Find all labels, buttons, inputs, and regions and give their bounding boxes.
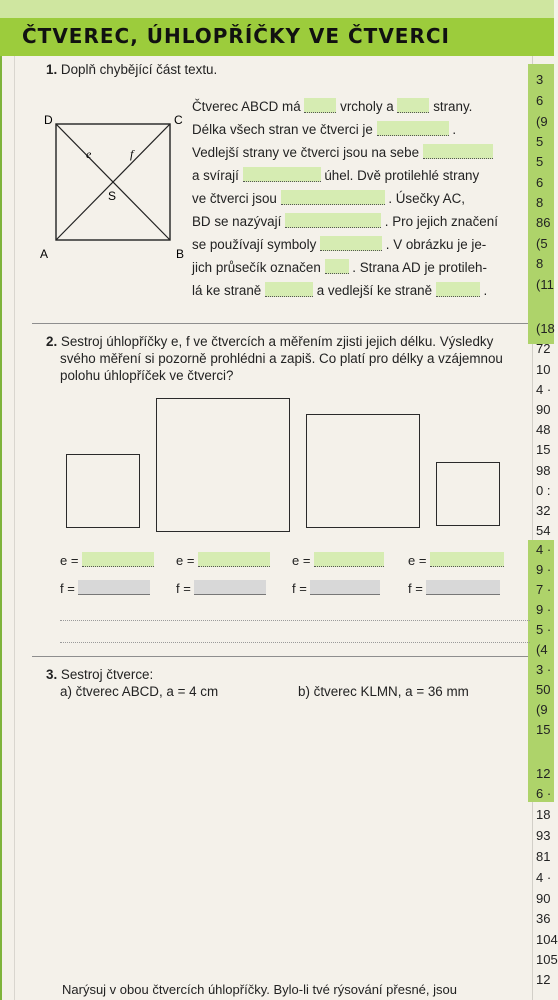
right-margin-number: 4 · (536, 870, 552, 885)
f-field-2 (176, 580, 266, 596)
ex1-blank-vertices[interactable] (304, 98, 336, 113)
ex1-blank-parallel[interactable] (281, 190, 385, 205)
ex1-line-6 (192, 213, 498, 229)
f-field-4 (408, 580, 500, 596)
right-margin-number: 104 (536, 932, 558, 947)
f-input-1[interactable] (78, 580, 150, 595)
f-input-4[interactable] (426, 580, 500, 595)
page-title: ČTVEREC, ÚHLOPŘÍČKY VE ČTVERCI (22, 24, 450, 48)
f-input-3[interactable] (310, 580, 380, 595)
left-margin-line (14, 56, 15, 1000)
e-label-1: e = (60, 553, 79, 568)
right-margin-number: 86 (536, 215, 551, 230)
top-band (0, 0, 554, 18)
right-margin-number: 3 (536, 72, 544, 87)
e-label-4: e = (408, 553, 427, 568)
right-margin-number: 5 (536, 154, 544, 169)
ex1-line-8-text-a: jich průsečík označen (192, 260, 321, 275)
ex1-line-8-text-b: . Strana AD je protileh- (352, 260, 487, 275)
bottom-instruction: Narýsuj v obou čtvercích úhlopříčky. Bylo-li tvé rýsování přesné, jsou (62, 982, 457, 997)
ex1-blank-side-length[interactable] (377, 121, 449, 136)
ex1-blank-diagonals-name[interactable] (285, 213, 381, 228)
ex1-blank-angle[interactable] (243, 167, 321, 182)
e-input-4[interactable] (430, 552, 504, 567)
ex1-line-1 (192, 98, 472, 114)
right-margin-number: 12 (536, 972, 551, 987)
e-input-3[interactable] (314, 552, 384, 567)
right-margin-number: 93 (536, 828, 551, 843)
right-margin-number: (4 (536, 642, 548, 657)
right-margin-number: 4 · (536, 382, 552, 397)
right-margin-number: 81 (536, 849, 551, 864)
ex1-line-9-text-c: . (483, 283, 488, 298)
e-input-1[interactable] (82, 552, 154, 567)
ex1-line-2-text-b: . (452, 122, 457, 137)
exercise3-task-b: b) čtverec KLMN, a = 36 mm (298, 684, 469, 699)
center-label-s: S (108, 189, 117, 203)
right-margin-number: 54 (536, 523, 551, 538)
ex1-blank-sides[interactable] (397, 98, 429, 113)
right-margin-number: (18 (536, 321, 555, 336)
ex1-line-2 (192, 121, 456, 137)
section-header (0, 18, 554, 56)
right-margin-number: 6 (536, 93, 544, 108)
right-margin-number: 18 (536, 807, 551, 822)
right-margin-number: 15 (536, 722, 551, 737)
answer-line-2[interactable] (60, 642, 530, 643)
exercise3-number: 3. (46, 667, 58, 682)
vertex-label-a: A (40, 247, 49, 261)
exercise1-heading-text: Doplň chybějící část textu. (60, 62, 218, 77)
ex1-line-4-text-a: a svírají (192, 168, 239, 183)
exercise2-heading-line1 (46, 334, 493, 349)
right-margin-number: 90 (536, 402, 551, 417)
right-margin-number: 7 · (536, 582, 552, 597)
measure-square-1[interactable] (66, 454, 140, 528)
ex1-line-1-text-a: Čtverec ABCD má (192, 99, 301, 114)
ex1-line-6-text-b: . Pro jejich značení (384, 214, 498, 229)
vertex-label-c: C (174, 113, 183, 127)
right-margin-number: 15 (536, 442, 551, 457)
f-label-2: f = (176, 581, 191, 596)
right-margin-number: (11 (536, 277, 554, 292)
divider-ex1-ex2 (32, 323, 528, 324)
ex1-line-3 (192, 144, 493, 160)
measure-square-3[interactable] (306, 414, 420, 528)
ex1-line-5-text-a: ve čtverci jsou (192, 191, 277, 206)
right-margin-number: 8 (536, 256, 544, 271)
left-accent-line (0, 56, 2, 1000)
ex1-line-9-text-b: a vedlejší ke straně (316, 283, 433, 298)
right-margin-number: 32 (536, 503, 551, 518)
right-margin-number: 3 · (536, 662, 552, 677)
right-margin-number: (9 (536, 702, 548, 717)
exercise1-number: 1. (46, 62, 58, 77)
ex1-line-4 (192, 167, 479, 183)
measure-square-2[interactable] (156, 398, 290, 532)
right-margin-number: 98 (536, 463, 551, 478)
exercise3-heading (46, 667, 153, 682)
right-margin-number: (9 (536, 114, 548, 129)
right-margin-number: 12 (536, 766, 551, 781)
divider-ex2-ex3 (32, 656, 528, 657)
right-margin-number: 0 : (536, 483, 551, 498)
ex1-line-7-text-a: se používají symboly (192, 237, 317, 252)
right-margin-number: 90 (536, 891, 551, 906)
measure-square-4[interactable] (436, 462, 500, 526)
ex1-line-7-text-b: . V obrázku je je- (385, 237, 487, 252)
exercise2-number: 2. (46, 334, 58, 349)
ex1-line-1-text-b: vrcholy a (340, 99, 394, 114)
exercise1-heading (46, 62, 217, 77)
ex1-line-9 (192, 282, 487, 298)
right-margin-number: 9 · (536, 562, 552, 577)
ex1-blank-opposite-side[interactable] (265, 282, 313, 297)
f-label-4: f = (408, 581, 423, 596)
ex1-line-1-text-c: strany. (433, 99, 473, 114)
exercise2-heading-text-1: Sestroj úhlopříčky e, f ve čtvercích a měřením zjisti jejich délku. Výsledky (60, 334, 494, 349)
right-margin-number: 72 (536, 341, 551, 356)
right-margin-number: 8 (536, 195, 544, 210)
diagonal-label-e: e (86, 147, 92, 161)
ex1-blank-adjacent-side[interactable] (436, 282, 480, 297)
e-field-4 (408, 552, 504, 568)
ex1-line-9-text-a: lá ke straně (192, 283, 262, 298)
ex1-line-6-text-a: BD se nazývají (192, 214, 282, 229)
diagonal-label-f: f (130, 147, 134, 161)
vertex-label-b: B (176, 247, 185, 261)
right-margin-number: 6 (536, 175, 544, 190)
answer-line-1[interactable] (60, 620, 530, 621)
ex1-blank-symbols[interactable] (320, 236, 382, 251)
e-field-3 (292, 552, 384, 568)
ex1-blank-perpendicular[interactable] (423, 144, 493, 159)
square-abcd-figure (30, 110, 190, 270)
ex1-line-5 (192, 190, 465, 206)
right-margin-number: 48 (536, 422, 551, 437)
right-margin-number: 50 (536, 682, 551, 697)
right-margin-number: 36 (536, 911, 551, 926)
e-input-2[interactable] (198, 552, 270, 567)
right-margin-number: 4 · (536, 542, 552, 557)
ex1-line-2-text-a: Délka všech stran ve čtverci je (192, 122, 373, 137)
f-field-1 (60, 580, 150, 596)
right-margin-number: 10 (536, 362, 551, 377)
ex1-line-7 (192, 236, 486, 252)
right-margin-number: 9 · (536, 602, 552, 617)
e-label-2: e = (176, 553, 195, 568)
ex1-line-4-text-b: úhel. Dvě protilehlé strany (324, 168, 480, 183)
right-margin-number: (5 (536, 236, 548, 251)
exercise2-heading-line3: polohu úhlopříček ve čtverci? (60, 368, 234, 383)
exercise2-heading-line2: svého měření si pozorně prohlédni a zapiš. Co platí pro délky a vzájemnou (60, 351, 503, 366)
right-margin-number: 6 · (536, 786, 552, 801)
f-input-2[interactable] (194, 580, 266, 595)
right-margin-number: 105 (536, 952, 558, 967)
e-field-2 (176, 552, 270, 568)
e-label-3: e = (292, 553, 311, 568)
e-field-1 (60, 552, 154, 568)
f-label-1: f = (60, 581, 75, 596)
ex1-line-3-text-a: Vedlejší strany ve čtverci jsou na sebe (192, 145, 420, 160)
ex1-blank-intersection[interactable] (325, 259, 349, 274)
right-margin-number: 5 (536, 134, 544, 149)
exercise3-task-a: a) čtverec ABCD, a = 4 cm (60, 684, 219, 699)
exercise3-heading-text: Sestroj čtverce: (60, 667, 154, 682)
right-margin-number: 5 · (536, 622, 552, 637)
ex1-line-8 (192, 259, 487, 275)
ex1-line-5-text-b: . Úsečky AC, (388, 191, 465, 206)
f-label-3: f = (292, 581, 307, 596)
vertex-label-d: D (44, 113, 53, 127)
f-field-3 (292, 580, 380, 596)
